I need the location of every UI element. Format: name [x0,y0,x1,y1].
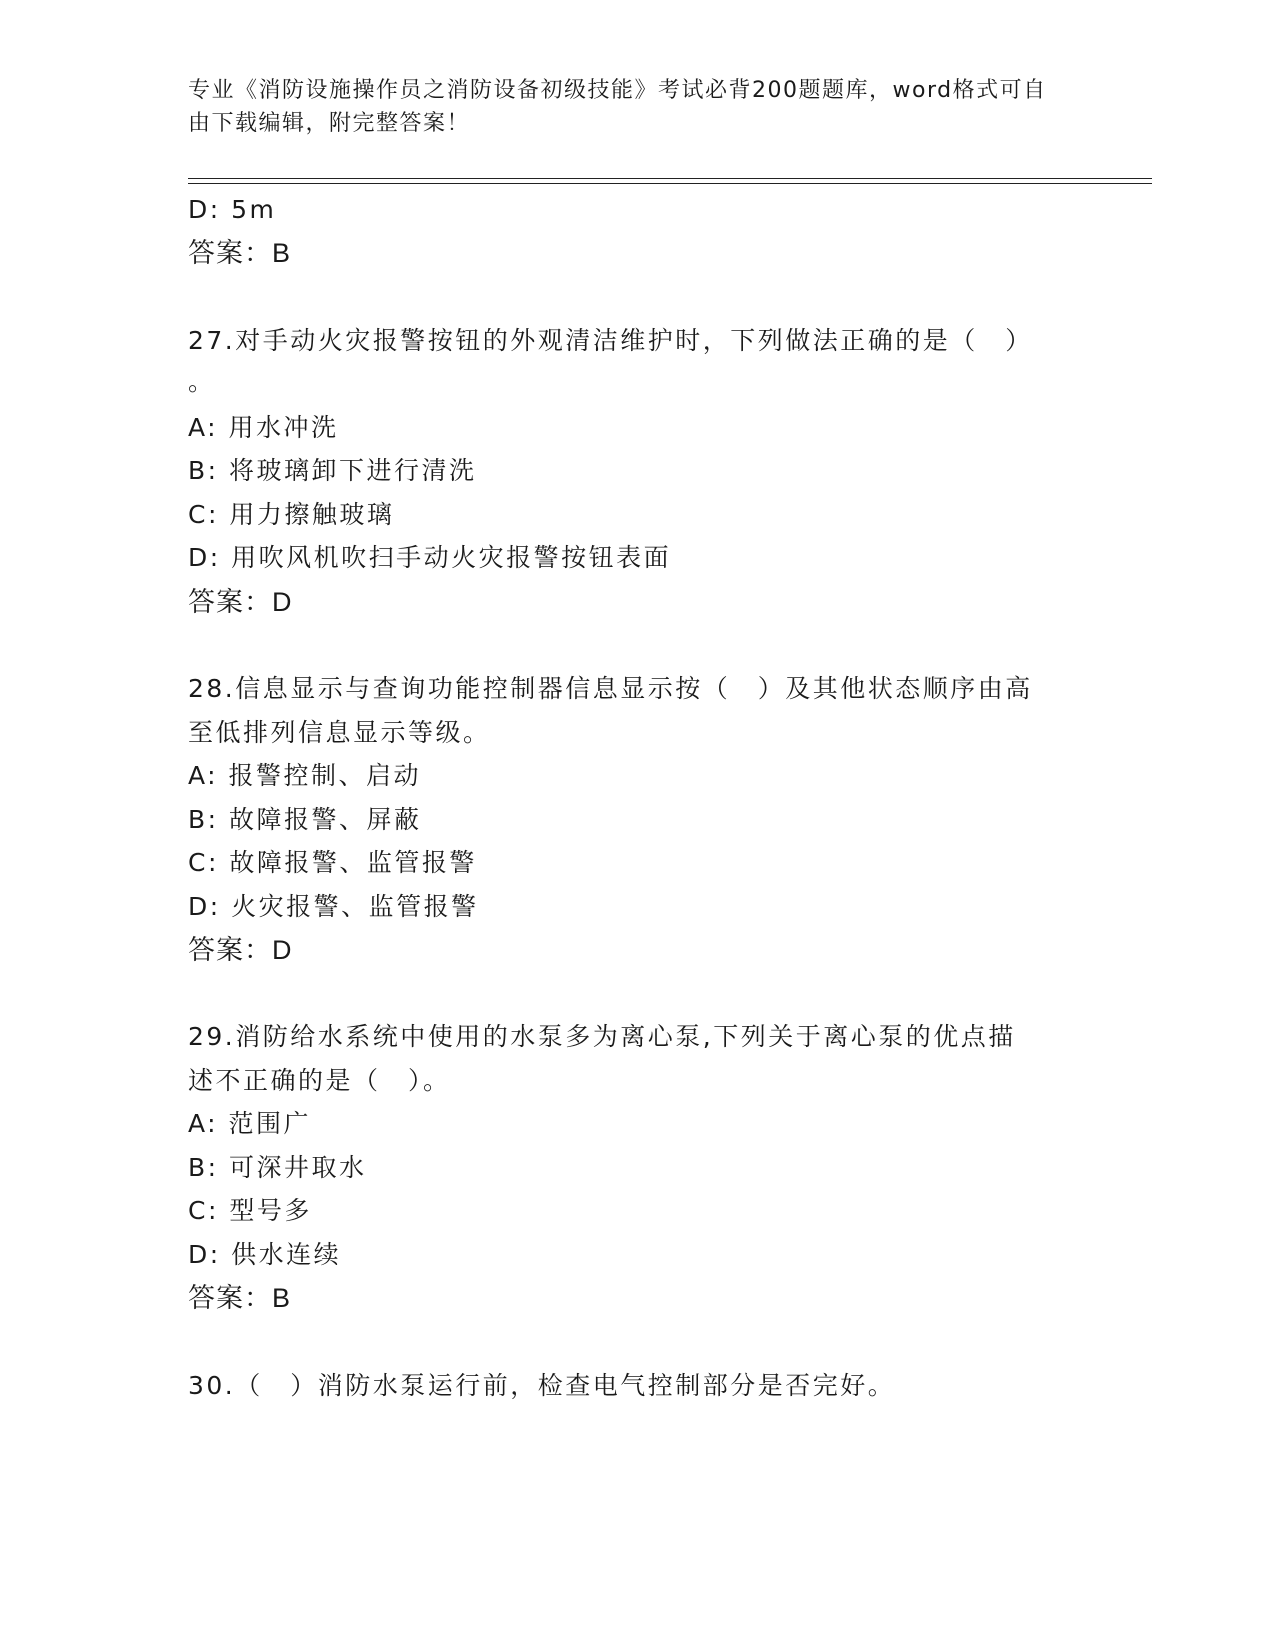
question-28-option-c: C: 故障报警、监管报警 [188,848,477,877]
question-29-stem: 29.消防给水系统中使用的水泵多为离心泵,下列关于离心泵的优点描 [188,1022,1016,1051]
question-29-option-d: D: 供水连续 [188,1240,342,1269]
question-28-option-b: B: 故障报警、屏蔽 [188,805,422,834]
question-29-option-c: C: 型号多 [188,1196,312,1225]
question-29-option-a: A: 范围广 [188,1109,312,1138]
question-27-option-c: C: 用力擦触玻璃 [188,500,395,529]
fragment-option-d: D: 5m [188,195,277,224]
question-30-stem: 30.（ ）消防水泵运行前，检查电气控制部分是否完好。 [188,1371,896,1400]
header-rule-bottom [188,183,1152,184]
question-29-stem-cont: 述不正确的是（ ）。 [188,1066,451,1095]
question-29-answer: 答案：B [188,1283,292,1313]
question-27-option-d: D: 用吹风机吹扫手动火灾报警按钮表面 [188,543,672,572]
fragment-answer: 答案：B [188,238,292,268]
question-28-stem-cont: 至低排列信息显示等级。 [188,718,491,747]
question-27-stem: 27.对手动火灾报警按钮的外观清洁维护时，下列做法正确的是（ ） [188,326,1033,355]
question-27-stem-cont: 。 [188,367,216,396]
question-28-answer: 答案：D [188,935,293,965]
question-29-option-b: B: 可深井取水 [188,1153,367,1182]
question-27-answer: 答案：D [188,587,293,617]
question-27-option-a: A: 用水冲洗 [188,413,339,442]
question-28-stem: 28.信息显示与查询功能控制器信息显示按（ ）及其他状态顺序由高 [188,674,1033,703]
header-rule-top [188,178,1152,179]
question-27-option-b: B: 将玻璃卸下进行清洗 [188,456,477,485]
page-header: 专业《消防设施操作员之消防设备初级技能》考试必背200题题库，word格式可自由下载编辑，附完整答案！ [188,78,1047,136]
question-28-option-a: A: 报警控制、启动 [188,761,422,790]
question-28-option-d: D: 火灾报警、监管报警 [188,892,479,921]
